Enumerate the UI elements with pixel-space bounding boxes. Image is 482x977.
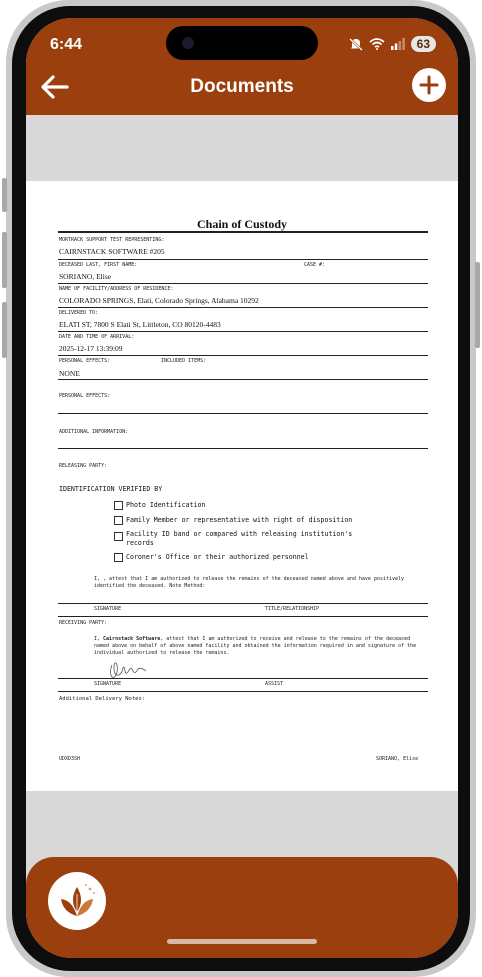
option-label: Coroner's Office or their authorized personnel (126, 553, 309, 561)
action-button (2, 178, 7, 212)
divider (58, 259, 428, 260)
option-label: Photo Identification (126, 501, 206, 509)
battery-indicator: 63 (411, 36, 436, 52)
facility-value: COLORADO SPRINGS, Elati, Colorado Springs, Alabama 10292 (59, 296, 259, 305)
signature-graphic (106, 659, 150, 683)
document-viewer-bottom (26, 791, 458, 857)
divider (58, 413, 428, 414)
title-relationship-label: TITLE/RELATIONSHIP (265, 606, 320, 612)
divider (58, 307, 428, 308)
signature-label: SIGNATURE (94, 606, 122, 612)
delivered-value: ELATI ST, 7800 S Elati St, Littleton, CO 80120-4483 (59, 320, 221, 329)
plus-icon (412, 68, 446, 102)
volume-down-button (2, 302, 7, 358)
signature-line (58, 603, 428, 604)
signature-2-label: SIGNATURE (94, 681, 122, 687)
status-time: 6:44 (50, 36, 83, 53)
camera-icon (182, 37, 194, 49)
add-button[interactable] (412, 68, 446, 102)
divider (58, 283, 428, 284)
receiving-party-label: RECEIVING PARTY: (59, 620, 108, 626)
arrival-value: 2025-12-17 13:39:09 (59, 344, 123, 353)
checkbox-photo-id[interactable] (114, 501, 123, 510)
mute-icon (349, 38, 363, 51)
footer-left: UDXD3SH (59, 756, 81, 762)
facility-label: NAME OF FACILITY/ADDRESS OF RESIDENCE: (59, 286, 174, 292)
delivery-notes-label: Additional Delivery Notes: (59, 696, 146, 702)
receive-rest: , attest that I am authorized to receive and release to the remains of the deceased named above on behalf of above named facility and obtained the information required in and signature of the individual authorized to release the remains. (94, 636, 417, 656)
document-page[interactable] (26, 181, 458, 791)
signal-icon (391, 38, 405, 50)
checkbox-family-member[interactable] (114, 516, 123, 525)
app-logo-button[interactable] (48, 872, 106, 930)
personal-effects-2-label: PERSONAL EFFECTS: (59, 393, 111, 399)
status-icons (349, 36, 436, 52)
deceased-value: SORIANO, Elise (59, 272, 112, 281)
bottom-bar (26, 857, 458, 958)
id-heading: IDENTIFICATION VERIFIED BY (59, 485, 163, 493)
additional-info-label: ADDITIONAL INFORMATION: (59, 429, 129, 435)
volume-up-button (2, 232, 7, 288)
receive-attest (94, 636, 428, 657)
footer-right: SORIANO, Elise (376, 756, 419, 762)
checkbox-facility-id[interactable] (114, 532, 123, 541)
power-button (475, 262, 480, 348)
leaf-logo-icon (48, 872, 106, 930)
release-attest: I, , attest that I am authorized to release the remains of the deceased named above and have positively identified the deceased. Note Method: (94, 576, 405, 589)
dynamic-island (166, 26, 318, 60)
wifi-icon (369, 38, 385, 50)
divider (58, 691, 428, 692)
document-viewer-top (26, 115, 458, 181)
delivered-label: DELIVERED TO: (59, 310, 99, 316)
receive-company: Cairnstack Software (103, 636, 161, 642)
document-title: Chain of Custody (196, 217, 288, 231)
divider (58, 448, 428, 449)
option-label-cont: records (126, 539, 154, 547)
page-title: Documents (190, 76, 294, 97)
assist-label: ASSIST (265, 681, 284, 687)
personal-effects-label: PERSONAL EFFECTS: (59, 358, 111, 364)
app-header (26, 18, 458, 115)
divider (58, 331, 428, 332)
divider (58, 616, 428, 617)
checkbox-coroner[interactable] (114, 553, 123, 562)
divider (58, 355, 428, 356)
releasing-party-label: RELEASING PARTY: (59, 463, 108, 469)
divider (58, 379, 428, 380)
rep-value: CAIRNSTACK SOFTWARE #205 (59, 247, 165, 256)
arrival-label: DATE AND TIME OF ARRIVAL: (59, 334, 135, 340)
deceased-label: DECEASED LAST, FIRST NAME: (59, 262, 138, 268)
personal-effects-value: NONE (59, 369, 80, 378)
case-label: CASE #: (304, 262, 326, 268)
option-label: Family Member or representative with right of disposition (126, 516, 353, 524)
included-items-label: INCLUDED ITEMS: (161, 358, 207, 364)
home-indicator[interactable] (167, 939, 317, 944)
receive-prefix: I, (94, 636, 104, 642)
rep-label: MORTRACK SUPPORT TEST REPRESENTING: (59, 237, 165, 243)
screen (26, 18, 458, 958)
option-label: Facility ID band or compared with releasing institution's (126, 530, 353, 538)
divider (58, 231, 428, 233)
signature-line-2 (58, 678, 428, 679)
